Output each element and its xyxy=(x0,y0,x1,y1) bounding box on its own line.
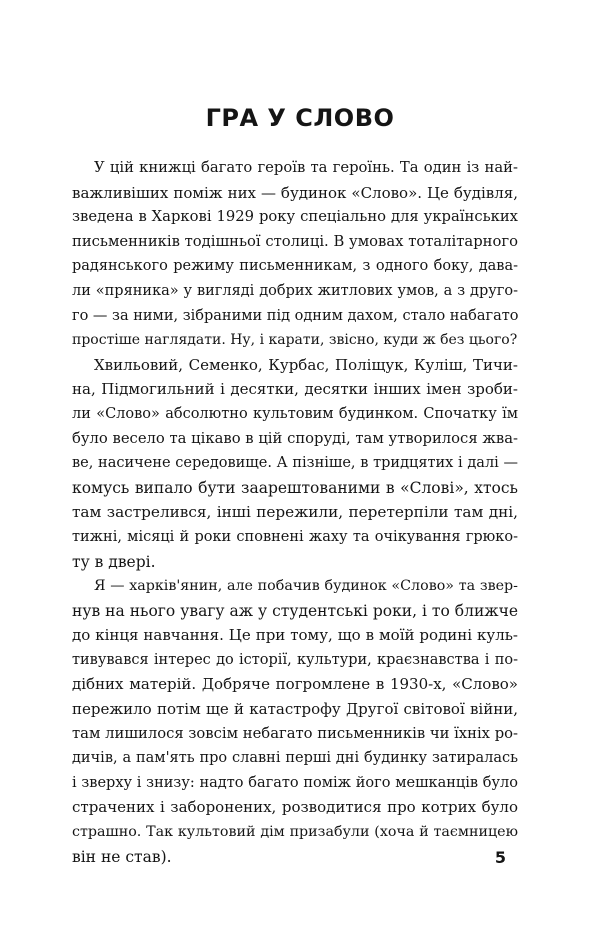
text-line: тивувався інтерес до історії, культури, краєзнавства і по- xyxy=(72,651,518,668)
text-line: пережило потім ще й катастрофу Другої світової війни, xyxy=(72,700,518,719)
text-line: було весело та цікаво в цій споруді, там утворилося жва- xyxy=(72,429,518,447)
text-line: там застрелився, інші пережили, перетерпіли там дні, xyxy=(72,503,518,522)
text-line: радянського режиму письменникам, з одного боку, дава- xyxy=(72,258,518,275)
text-line: до кінця навчання. Це при тому, що в моїй родині куль- xyxy=(72,626,518,645)
text-line: він не став). xyxy=(72,847,172,866)
chapter-title: ГРА У СЛОВО xyxy=(205,104,395,132)
text-line: на, Підмогильний і десятки, десятки інших імен зроби- xyxy=(72,380,518,399)
text-line: і зверху і знизу: надто багато поміж його мешканців було xyxy=(72,774,518,791)
text-line: ли «Слово» абсолютно культовим будинком. Спочатку їм xyxy=(72,405,518,422)
text-line: го — за ними, зібраними під одним дахом, стало набагато xyxy=(72,307,519,324)
text-line: письменників тодішньої столиці. В умовах тоталітарного xyxy=(72,232,518,250)
text-line: зведена в Харкові 1929 року спеціально для українських xyxy=(72,208,518,226)
text-line: дичів, а пам'ять про славні перші дні будинку затиралась xyxy=(72,750,518,767)
text-line: Я — харків'янин, але побачив будинок «Слово» та звер- xyxy=(94,578,518,595)
chapter-body xyxy=(72,156,518,869)
text-line: ве, насичене середовище. А пізніше, в тридцятих і далі — xyxy=(72,455,518,472)
page-number: 5 xyxy=(494,848,506,867)
paragraph xyxy=(72,574,518,869)
text-line: нув на нього увагу аж у студентські роки, і то ближче xyxy=(72,601,518,620)
text-line: тижні, місяці й роки сповнені жаху та очікування грюко- xyxy=(72,528,518,545)
text-line: Хвильовий, Семенко, Курбас, Поліщук, Куліш, Тичи- xyxy=(94,355,518,374)
text-line: важливіших поміж них — будинок «Слово». Це будівля, xyxy=(72,183,518,202)
text-line: там лишилося зовсім небагато письменників чи їхніх ро- xyxy=(72,724,518,742)
text-line: страшно. Так культовий дім призабули (хоча й таємницею xyxy=(72,824,518,841)
text-line: страчених і заборонених, розводитися про котрих було xyxy=(72,798,518,817)
text-line: дібних матерій. Добряче погромлене в 1930-х, «Слово» xyxy=(72,675,518,694)
paragraph xyxy=(72,156,518,353)
text-line: ту в двері. xyxy=(72,552,156,571)
text-line: комусь випало бути заарештованими в «Слові», хтось xyxy=(72,478,518,497)
text-line: ли «пряника» у вигляді добрих житлових умов, а з друго- xyxy=(72,282,518,299)
text-line: У цій книжці багато героїв та героїнь. Та один із най- xyxy=(94,159,518,176)
text-line: простіше наглядати. Ну, і карати, звісно, куди ж без цього? xyxy=(72,332,518,349)
paragraph xyxy=(72,353,518,574)
